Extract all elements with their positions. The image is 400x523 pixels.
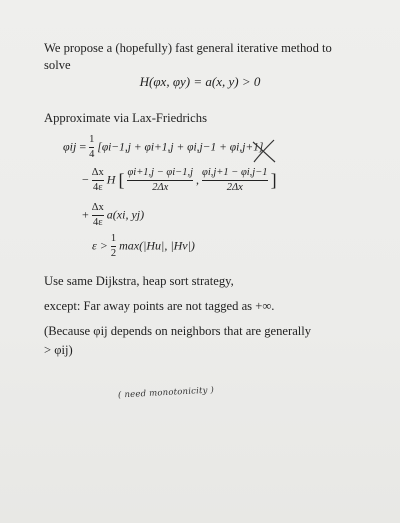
frac-denominator: 4ε [92, 217, 103, 228]
plus-sign: + [82, 207, 89, 222]
hamiltonian-symbol: H [106, 172, 116, 187]
frac-numerator: Δx [91, 202, 104, 213]
frac-numerator: 1 [89, 134, 95, 145]
frac-denominator: 2Δx [226, 182, 243, 193]
fraction-one-half [111, 233, 116, 260]
frac-numerator: Δx [91, 167, 104, 178]
hamiltonian-equation: H(φx, φy) = a(x, y) > 0 [139, 74, 261, 89]
paragraph-because-2: > φij) [44, 343, 73, 357]
frac-denominator: 4ε [92, 182, 103, 193]
scheme-line-1: φij = $\frac{1}{4}$ [φi−1,j + φi+1,j + φi,j−1 + φi,j+1] [63, 134, 264, 160]
frac-denominator: 2 [110, 248, 117, 259]
minus-sign: − [82, 172, 89, 187]
paragraph-because-1: (Because φij depends on neighbors that are generally [44, 324, 312, 338]
scheme-line-3 [82, 202, 144, 229]
frac-numerator: φi+1,j − φi−1,j [127, 167, 194, 178]
fraction-dx-4eps [92, 167, 104, 194]
frac-numerator: 1 [110, 233, 117, 244]
source-term: a(xi, yj) [106, 207, 145, 222]
fraction-dx-4eps-2 [92, 202, 104, 229]
fraction-one-quarter [89, 134, 94, 161]
frac-denominator: 4 [89, 149, 95, 160]
neighbor-sum: [φi−1,j + φi+1,j + φi,j−1 + φi,j+1] [97, 141, 264, 154]
phi-ij-lhs: φij [63, 139, 77, 154]
intro-line-1: We propose a (hopefully) fast general iterative method to [44, 41, 332, 55]
fraction-central-diff-y [202, 167, 268, 194]
intro-line-2: solve [44, 58, 71, 72]
frac-numerator: φi,j+1 − φi,j−1 [202, 167, 268, 178]
paragraph-dijkstra: Use same Dijkstra, heap sort strategy, [44, 274, 234, 288]
paragraph-except: except: Far away points are not tagged as +∞. [44, 299, 275, 313]
max-term: max(|Hu|, |Hv|) [119, 238, 195, 253]
epsilon-relation: ε > [92, 238, 108, 253]
fraction-central-diff-x [127, 167, 193, 194]
cross-out-mark [251, 138, 277, 164]
frac-denominator: 2Δx [152, 182, 169, 193]
scheme-line-4 [92, 233, 195, 260]
approx-label: Approximate via Lax-Friedrichs [44, 111, 207, 125]
handwritten-note: ( need monotonicity ) [117, 385, 215, 401]
scheme-line-2: − $\frac{\Delta x}{4\varepsilon}$ H [ $\frac{\varphi i+1,j - \varphi i-1,j}{2\Delta x}$ , $\frac{\varphi i,j+1 - \varphi i,j-1}{2\Delta x}$ ] [82, 167, 277, 193]
